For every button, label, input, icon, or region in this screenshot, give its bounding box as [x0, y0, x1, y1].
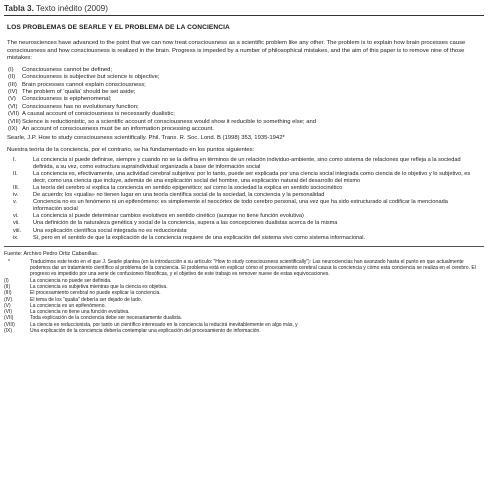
theory-item: [7, 192, 484, 199]
mistake-item-text: Science is reductionistic, so a scientific account of consciousness would show it reducible to something else; and: [22, 118, 317, 125]
footnote-item-number: (IV): [4, 296, 13, 303]
footnote-text: Traducimos este texto en el que J. Searle plantea (en la introducción a su artículo: “How to study consciousness scientifically”): Las neurociencias han avanzado hasta el punto en que actualmente podemos dar un tratamiento científico al problema de la conciencia. El problema está en explicar cómo el procesamiento cerebral causa la conciencia y cómo esta conciencia se realiza en el cerebro. El progreso es impedido por una serie de confusiones filosóficas, y el objetivo de este trabajo es remover nueve de estas equivocaciones.: [30, 258, 476, 278]
footnote-list: [4, 278, 484, 335]
theory-item: [7, 228, 484, 235]
top-rule: [4, 15, 484, 16]
mistake-item-text: Consciousness cannot be defined;: [22, 66, 113, 73]
theory-item-number: iv.: [13, 192, 19, 199]
source-line: Fuente: Archivo Pedro Ortiz Cabanillas.: [4, 250, 99, 257]
mistake-item: [8, 119, 484, 126]
mistake-item-number: (VII): [8, 111, 20, 118]
mistake-item-text: An account of consciousness must be an information processing account.: [22, 126, 214, 133]
footnote-item-text: La conciencia es subjetiva mientras que la ciencia es objetiva.: [30, 283, 168, 290]
theory-item-text: Conciencia no es un fenómeno ni un epifenómeno: es simplemente el neocórtex de todo cerebro personal, una vez que ha sido estructurado al codificar la mencionada información social: [33, 199, 448, 213]
mistake-item-text: A causal account of consciousness is necessarily dualistic;: [22, 111, 175, 118]
footnote-item-text: La ciencia es reduccionista, por tanto un científico interesado en la conciencia la reducirá inevitablemente en algo más, y: [30, 321, 298, 328]
theory-item-number: II.: [13, 170, 18, 177]
citation: Searle, J.P. How to study consciousness scientifically. Phil. Trans. R. Soc. Lond. B (1998) 353, 1935-1942*: [7, 135, 285, 142]
footnote: [4, 259, 484, 335]
mistake-item-number: (V): [8, 96, 16, 103]
english-intro: The neurosciences have advanced to the point that we can now treat consciousness as a scientific problem like any other. The problem is to explain how brain processes cause consciousness and how consciousness is realized in the brain. Progress is impeded by a number of philosophical mistakes, and the aim of this paper is to remove nine of those mistakes:: [7, 40, 466, 62]
mistake-item-number: (VIII): [8, 118, 21, 125]
theory-list: [7, 157, 484, 242]
mistake-item: [8, 111, 484, 118]
footnote-item-text: El procesamiento cerebral no puede explicar la conciencia.: [30, 290, 161, 297]
mistake-item-number: (I): [8, 66, 14, 73]
theory-item: [7, 199, 484, 213]
mistake-item-text: Brain processes cannot explain consciousness;: [22, 81, 146, 88]
theory-item: [7, 213, 484, 220]
footnote-marker: *: [8, 258, 10, 265]
mistake-item: [8, 104, 484, 111]
mistake-item-text: Consciousness is subjective but science is objective;: [22, 74, 160, 81]
theory-item-text: Sí, pero en el sentido de que la explicación de la conciencia requiere de una explicación del sistema vivo como sistema informacional.: [33, 234, 366, 241]
bottom-rule: [4, 246, 484, 247]
theory-item-text: La conciencia sí puede definirse, siempre y cuando no se la defina en términos de un relación individuo-ambiente, sino como sistema de relaciones que refleja a la sociedad definida, a su vez, como estructura supraindividual organizada a base de información social: [33, 156, 461, 170]
theory-item-number: v.: [13, 199, 17, 206]
mistake-item: [8, 126, 484, 133]
theory-item: [7, 157, 484, 171]
theory-intro: Nuestra teoría de la conciencia, por el contrario, se ha fundamentado en los puntos siguientes:: [7, 147, 255, 154]
table-document: [4, 2, 484, 334]
table-caption-label: Tabla 3.: [4, 4, 34, 13]
mistake-item: [8, 67, 484, 74]
footnote-item-text: La conciencia no tiene una función evolutiva.: [30, 309, 130, 316]
mistake-item-number: (IV): [8, 89, 18, 95]
theory-item-number: vi.: [13, 213, 19, 220]
theory-item-number: vii.: [13, 220, 20, 227]
footnote-item-number: (VII): [4, 315, 14, 322]
mistake-item-number: (VI): [8, 103, 18, 110]
mistake-item-text: Consciousness is epiphenomenal;: [22, 96, 112, 103]
theory-item-number: III.: [13, 185, 20, 191]
footnote-item-text: La conciencia es un epifenómeno.: [30, 302, 106, 309]
footnote-item: [4, 328, 484, 334]
theory-item: [7, 171, 484, 185]
mistake-item: [8, 96, 484, 103]
mistake-item: [8, 74, 484, 81]
footnote-item-number: (VIII): [4, 321, 15, 328]
theory-item: [7, 185, 484, 192]
mistake-item: [8, 82, 484, 89]
footnote-item-number: (I): [4, 277, 9, 284]
footnote-main: [4, 259, 484, 278]
mistake-item: [8, 89, 484, 96]
theory-item-text: Una definición de la naturaleza genética y social de la conciencia, supera a las concepciones dualistas acerca de la misma: [33, 220, 338, 227]
mistake-item-text: Consciousness has no evolutionary function;: [22, 103, 139, 110]
theory-item: [7, 235, 484, 242]
mistake-item-number: (III): [8, 81, 17, 88]
mistake-item-number: (II): [8, 74, 16, 81]
footnote-item-number: (III): [4, 290, 12, 297]
footnote-item-number: (VI): [4, 309, 13, 316]
table-caption: [4, 2, 484, 15]
footnote-item-number: (II): [4, 283, 11, 290]
theory-item-number: I.: [13, 156, 17, 163]
theory-item-number: ix.: [13, 234, 19, 241]
theory-item-text: La conciencia sí puede determinar cambios evolutivos en sentido cinético (aunque no tiene función evolutiva): [33, 213, 304, 220]
footnote-item-text: La conciencia no puede ser definida.: [30, 277, 112, 284]
theory-item-text: La conciencia es, efectivamente, una actividad cerebral subjetiva: por lo tanto, puede ser explicada por una ciencia social integrada como ciencia de lo objetivo y lo subjetivo, es decir, como una ciencia que incluye, además de una explicación social del hombre, una explicación natural del desarrollo del mismo: [33, 170, 471, 184]
footnote-item-text: El tema de los “qualia” debería ser dejado de lado.: [30, 296, 143, 303]
footnote-item-text: Toda explicación de la conciencia debe ser necesariamente dualista.: [30, 315, 183, 322]
theory-item-text: Una explicación científica social integrada no es reduccionista: [33, 227, 187, 234]
table-caption-text: Texto inédito (2009): [36, 4, 108, 13]
theory-item-text: De acuerdo; los «qualia» no tienen lugar en una teoría científica social de la sociedad, la conciencia y la personalidad: [33, 192, 325, 199]
theory-item-number: viii.: [13, 227, 22, 234]
theory-item-text: La teoría del cerebro sí explica la conciencia en sentido epigenético; así como la sociedad la explica en sentido sociocinético: [33, 185, 343, 191]
footnote-item-number: (V): [4, 302, 11, 309]
theory-item: [7, 220, 484, 227]
footnote-item-text: Una explicación de la conciencia debería contemplar una explicación del procesamiento de información.: [30, 328, 261, 335]
mistake-item-number: (IX): [8, 126, 18, 133]
footnote-item-number: (IX): [4, 328, 13, 335]
mistake-item-text: The problem of ‘qualia’ should be set aside;: [22, 89, 136, 95]
mistakes-list: [8, 67, 484, 134]
section-heading: LOS PROBLEMAS DE SEARLE Y EL PROBLEMA DE LA CONCIENCIA: [7, 24, 230, 31]
